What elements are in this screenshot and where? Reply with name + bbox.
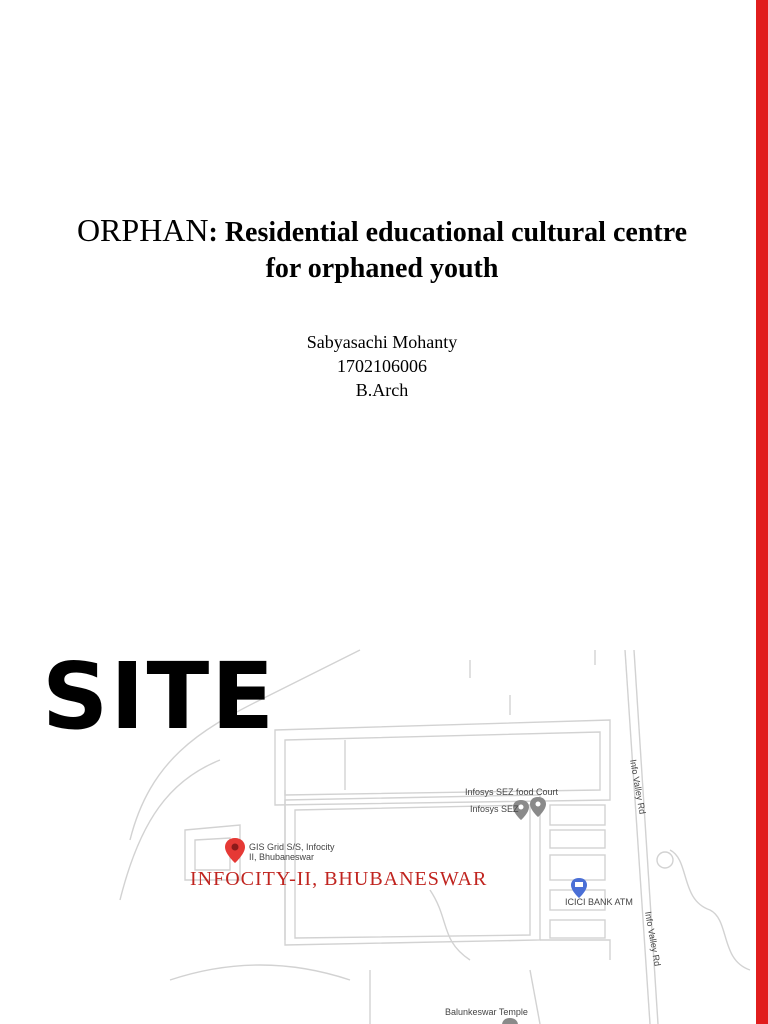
- map-pins: [225, 797, 587, 1024]
- label-temple: Balunkeswar Temple: [445, 1007, 528, 1017]
- label-gis-grid-1: GIS Grid S/S, Infocity: [249, 842, 335, 852]
- site-location: INFOCITY-II, BHUBANESWAR: [190, 868, 488, 890]
- label-atm: ICICI BANK ATM: [565, 897, 633, 907]
- accent-bar: [756, 0, 768, 1024]
- label-road-1: Info Valley Rd: [628, 758, 648, 815]
- label-infosys: Infosys SEZ: [470, 804, 519, 814]
- title-prefix: ORPHAN: [76, 212, 209, 248]
- label-gis-grid-2: II, Bhubaneswar: [249, 852, 315, 862]
- label-food-court: Infosys SEZ food Court: [465, 787, 559, 797]
- label-road-2: Info Valley Rd: [643, 910, 663, 967]
- author-block: [200, 330, 564, 402]
- site-slide: [0, 640, 756, 1024]
- author-name: Sabyasachi Mohanty: [306, 332, 458, 352]
- course-name: B.Arch: [355, 380, 409, 400]
- site-heading: SITE: [42, 643, 277, 750]
- roll-number: 1702106006: [337, 356, 427, 376]
- document-title: [60, 212, 704, 287]
- title-rest: : Residential educational cultural centre for orphaned youth: [208, 217, 688, 284]
